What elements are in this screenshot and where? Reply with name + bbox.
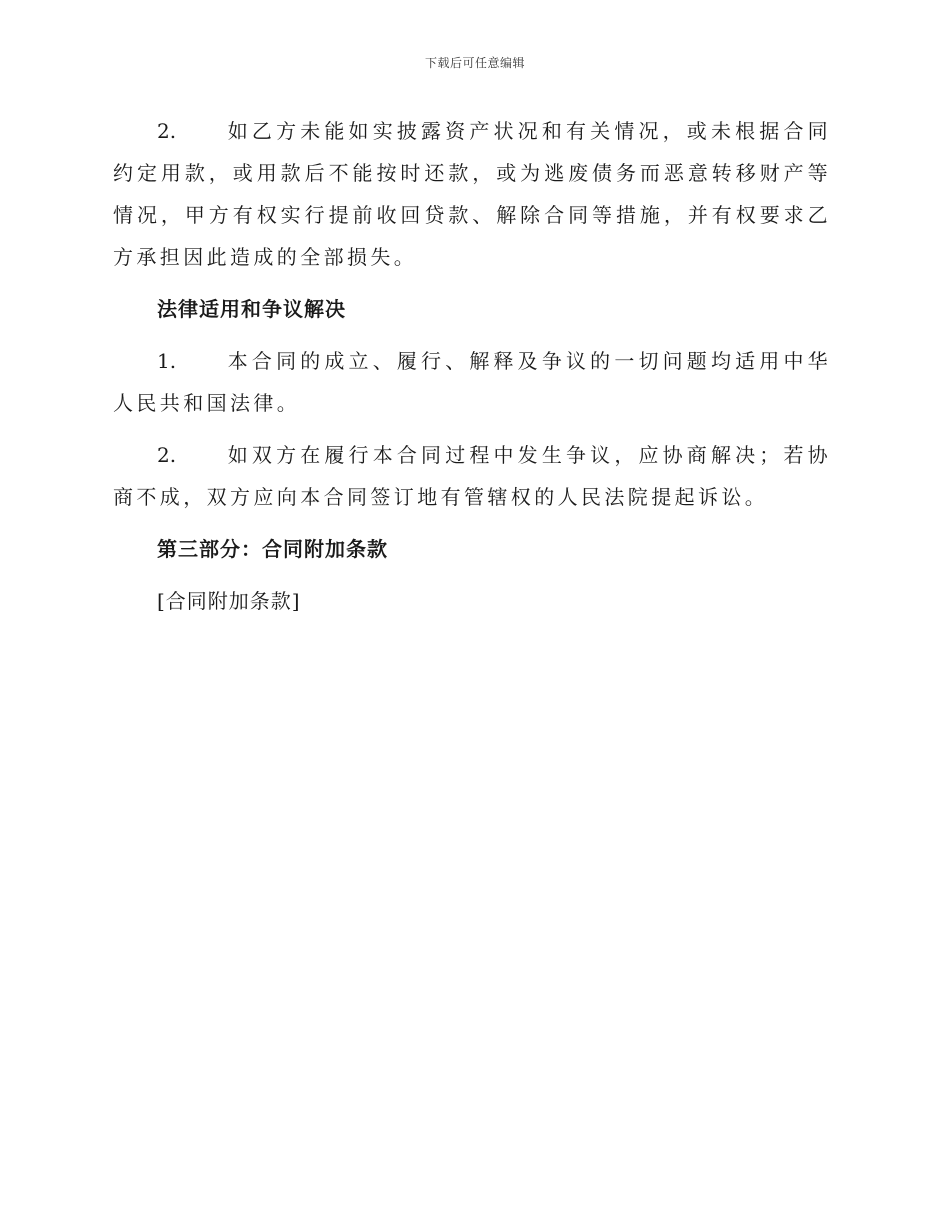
clause-text: 如乙方未能如实披露资产状况和有关情况，或未根据合同约定用款，或用款后不能按时还款，或为逃废债务而恶意转移财产等情况，甲方有权实行提前收回贷款、解除合同等措施，并有权要求乙方承担因此造成的全部损失。 xyxy=(113,119,831,269)
additional-terms-placeholder: [合同附加条款] xyxy=(157,589,301,613)
section-heading-law: 法律适用和争议解决 xyxy=(157,297,346,321)
clause-number: 2. xyxy=(157,443,177,467)
section-heading-part3: 第三部分：合同附加条款 xyxy=(157,537,388,561)
clause-paragraph xyxy=(113,110,831,278)
clause-number: 1. xyxy=(157,349,177,373)
clause-paragraph xyxy=(113,340,831,424)
clause-number: 2. xyxy=(157,119,177,143)
document-body xyxy=(113,110,831,622)
clause-text: 本合同的成立、履行、解释及争议的一切问题均适用中华人民共和国法律。 xyxy=(113,349,831,415)
clause-text: 如双方在履行本合同过程中发生争议，应协商解决；若协商不成，双方应向本合同签订地有管辖权的人民法院提起诉讼。 xyxy=(113,443,831,509)
page-header: 下载后可任意编辑 xyxy=(424,56,525,70)
clause-paragraph xyxy=(113,434,831,518)
